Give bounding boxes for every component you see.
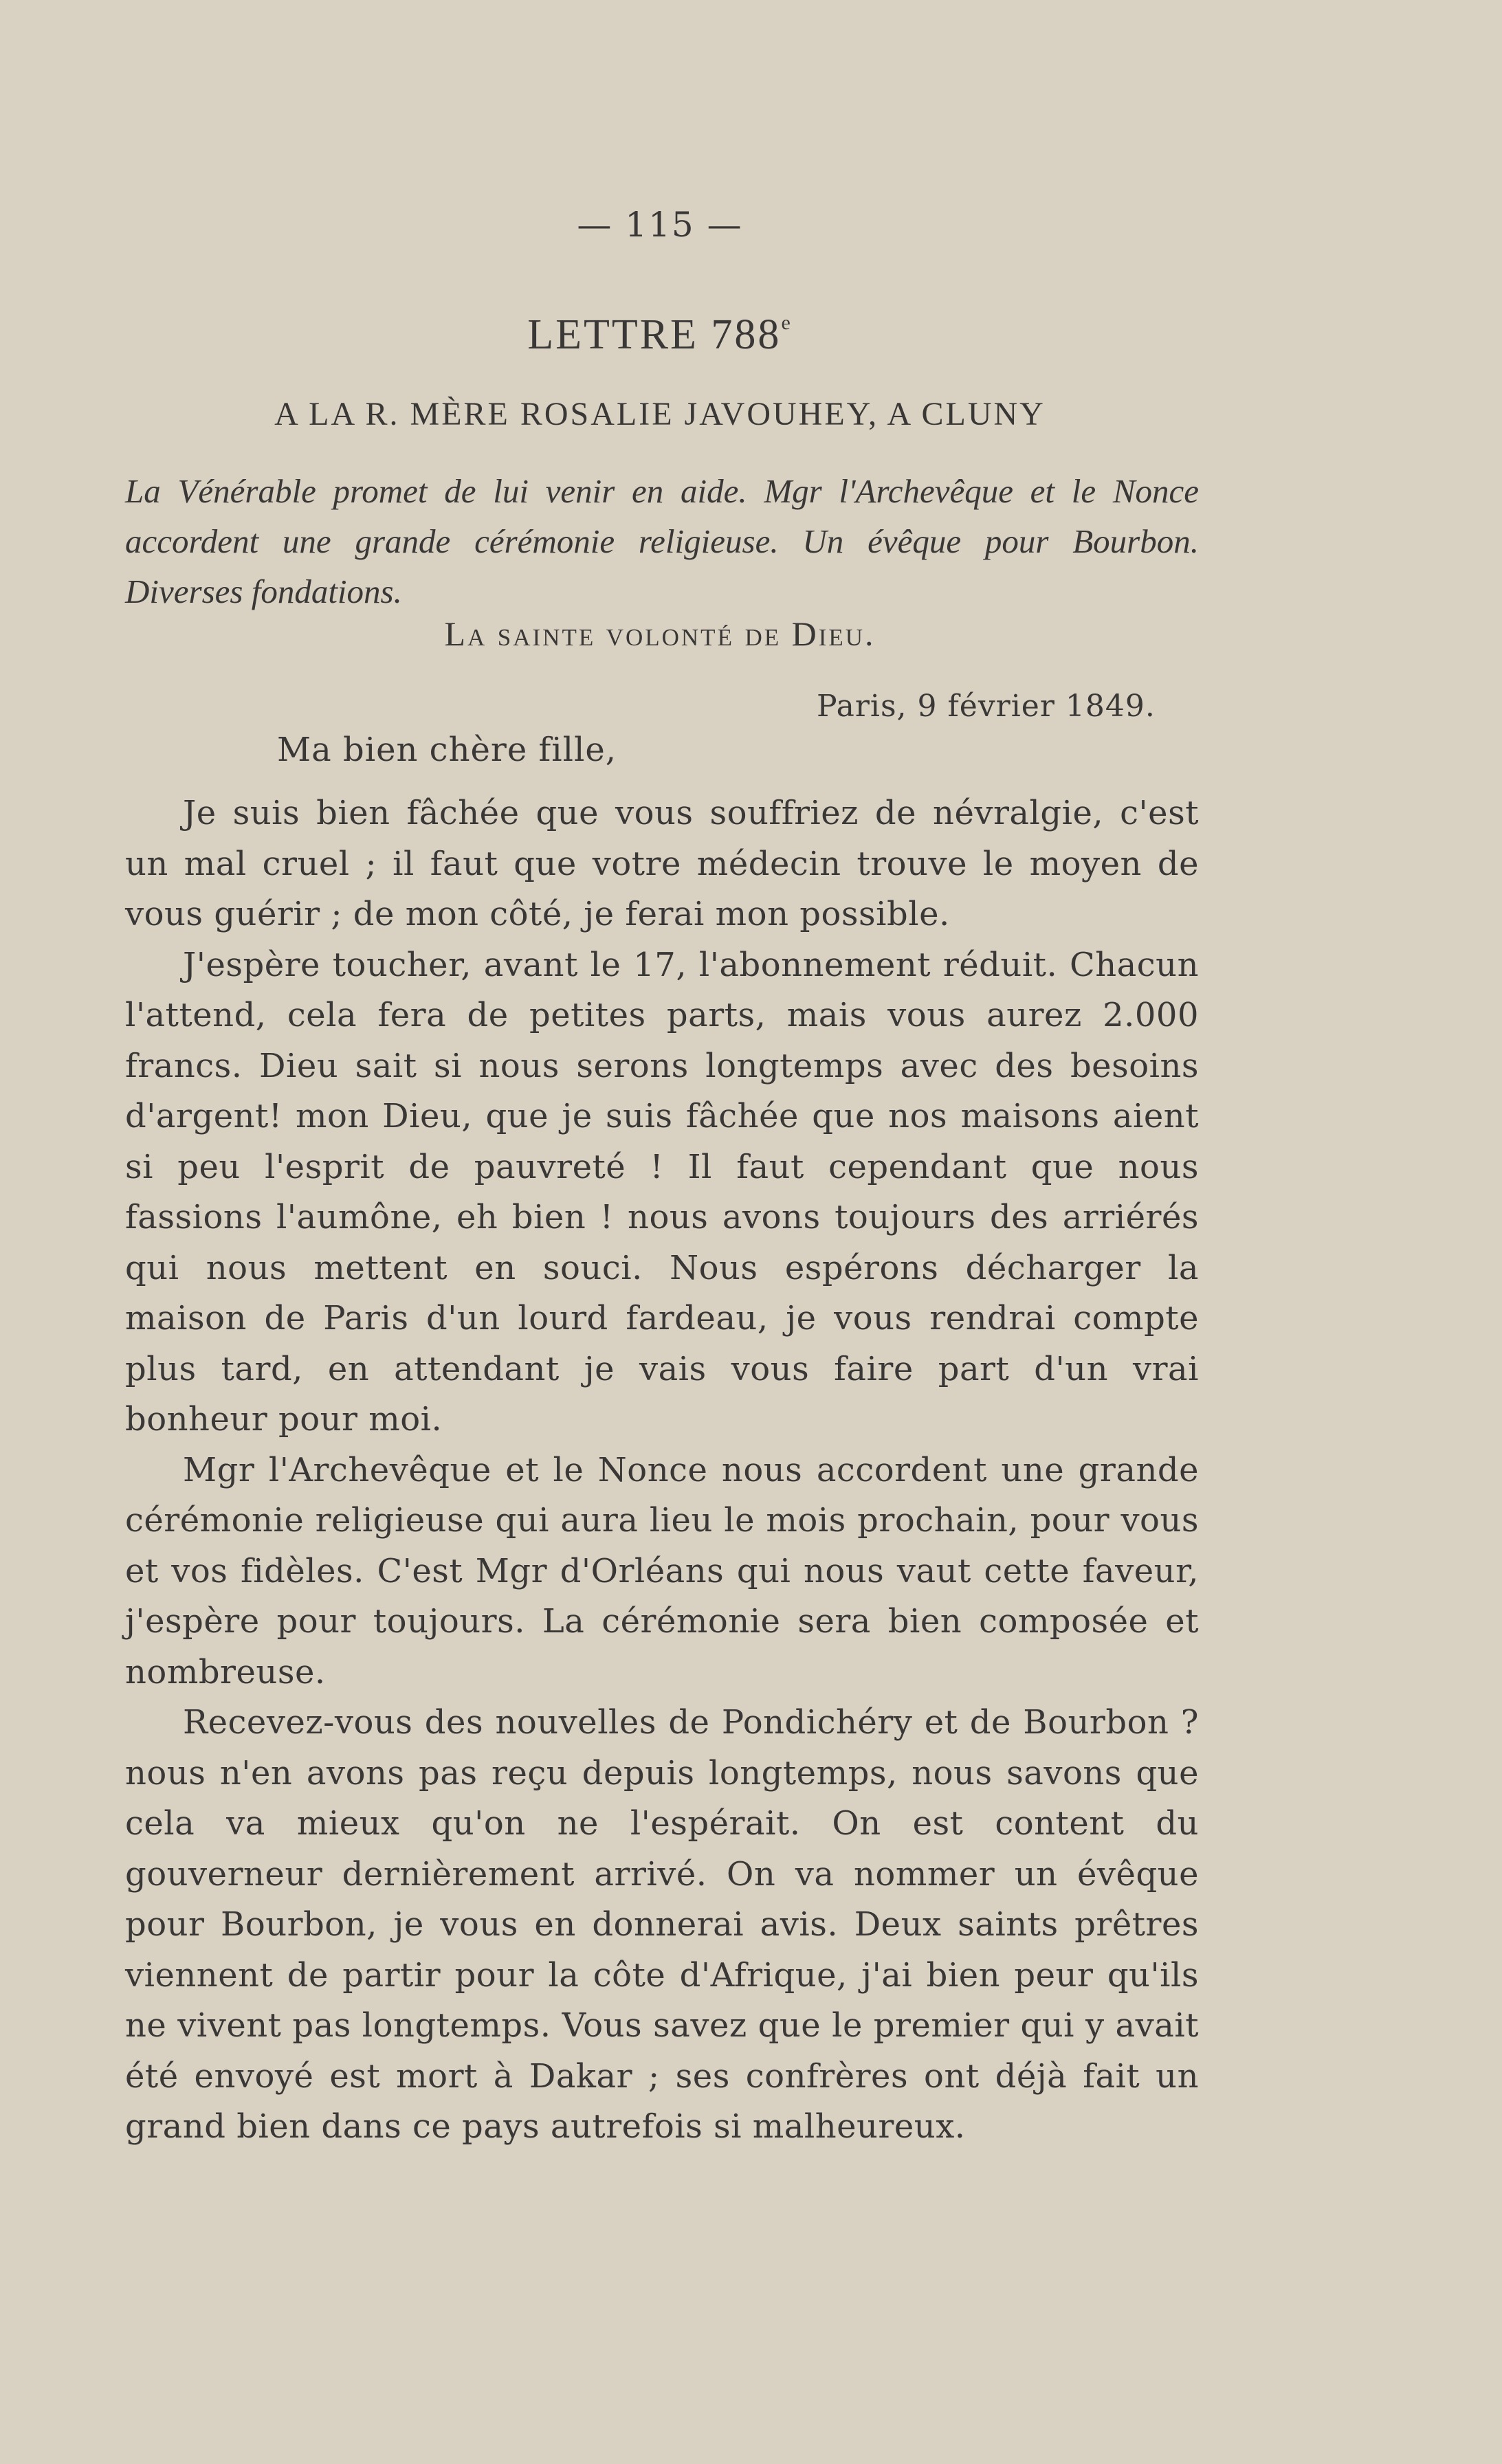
paragraph-4: Recevez-vous des nouvelles de Pondichéry et de Bourbon ? nous n'en avons pas reçu depuis longtemps, nous savons que cela va mieux qu'on ne l'espérait. On est content du gouverneur dernièrement arrivé. On va nommer un évêque pour Bourbon, je vous en donnerai avis. Deux saints prêtres viennent de partir pour la côte d'Afrique, j'ai bien peur qu'ils ne vivent pas longtemps. Vous savez que le premier qui y avait été envoyé est mort à Dakar ; ses confrères ont déjà fait un grand bien dans ce pays autrefois si malheureux.	[125, 1703, 1199, 2146]
recipient-heading: A LA R. MÈRE ROSALIE JAVOUHEY, A CLUNY	[274, 396, 1046, 432]
page-number: — 115 —	[577, 205, 743, 245]
motto: La sainte volonté de Dieu.	[444, 614, 876, 653]
dateline: Paris, 9 février 1849.	[817, 689, 1156, 724]
salutation: Ma bien chère fille,	[277, 731, 617, 769]
letter-body	[125, 788, 1199, 2153]
paragraph-1: Je suis bien fâchée que vous souffriez de névralgie, c'est un mal cruel ; il faut que votre médecin trouve le moyen de vous guérir ; de mon côté, je ferai mon possible.	[125, 794, 1199, 933]
paragraph-3: Mgr l'Archevêque et le Nonce nous accordent une grande cérémonie religieuse qui aura lieu le mois prochain, pour vous et vos fidèles. C'est Mgr d'Orléans qui nous vaut cette faveur, j'espère pour toujours. La cérémonie sera bien composée et nombreuse.	[125, 1450, 1199, 1691]
letter-title-suffix: e	[781, 311, 793, 334]
letter-title-text: LETTRE 788	[527, 311, 782, 358]
letter-summary: La Vénérable promet de lui venir en aide. Mgr l'Archevêque et le Nonce accordent une grande cérémonie religieuse. Un évêque pour Bourbon. Diverses fondations.	[125, 472, 1199, 610]
letter-title	[0, 311, 1320, 359]
paragraph-2: J'espère toucher, avant le 17, l'abonnement réduit. Chacun l'attend, cela fera de petites parts, mais vous aurez 2.000 francs. Dieu sait si nous serons longtemps avec des besoins d'argent! mon Dieu, que je suis fâchée que nos maisons aient si peu l'esprit de pauvreté ! Il faut cependant que nous fassions l'aumône, eh bien ! nous avons toujours des arriérés qui nous mettent en souci. Nous espérons décharger la maison de Paris d'un lourd fardeau, je vous rendrai compte plus tard, en attendant je vais vous faire part d'un vrai bonheur pour moi.	[125, 945, 1199, 1439]
